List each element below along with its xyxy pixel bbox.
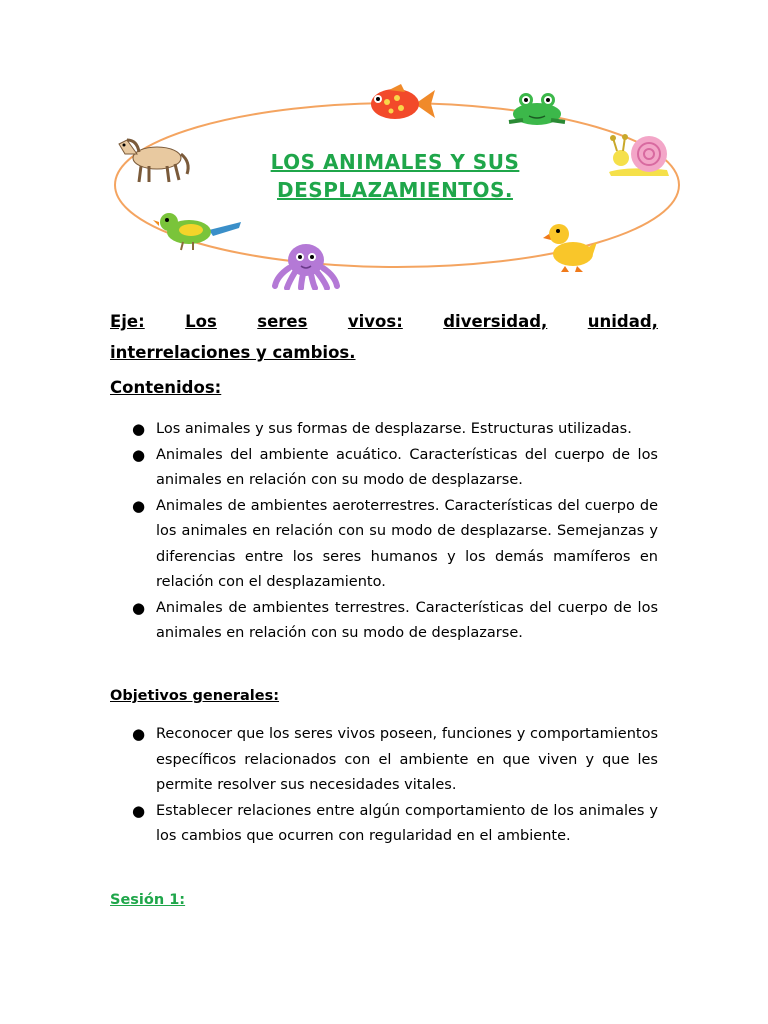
eje-line-1 (110, 306, 658, 337)
title-banner (105, 80, 705, 290)
fish-icon (367, 84, 437, 124)
eje-word: seres (257, 312, 308, 331)
eje-word: Eje: (110, 312, 145, 331)
eje-line-2: interrelaciones y cambios. (110, 343, 356, 362)
list-item: ● Animales de ambientes aeroterrestres. Características del cuerpo de los animales en relación con su modo de desplazarse. Semejanzas y diferencias entre los seres humanos y los demás mamíferos en relación con el desplazamiento. (130, 494, 658, 596)
frog-icon (505, 90, 569, 128)
sesion-heading: Sesión 1: (110, 892, 186, 908)
eje-paragraph (110, 306, 658, 368)
title-line-2: DESPLAZAMIENTOS. (277, 178, 513, 202)
contenidos-list (130, 417, 658, 647)
list-item: ● Reconocer que los seres vivos poseen, funciones y comportamientos específicos relacionados con el ambiente en que viven y que les permite resolver sus necesidades vitales. (130, 722, 658, 799)
eje-word: Los (185, 312, 217, 331)
list-item: ● Establecer relaciones entre algún comportamiento de los animales y los cambios que ocurren con regularidad en el ambiente. (130, 799, 658, 850)
list-item: ● Animales de ambientes terrestres. Características del cuerpo de los animales en relación con su modo de desplazarse. (130, 596, 658, 647)
eje-word: unidad, (587, 312, 658, 331)
eje-word: diversidad, (443, 312, 548, 331)
bird-icon (153, 208, 243, 252)
objetivos-list (130, 722, 658, 850)
title-line-1: LOS ANIMALES Y SUS (270, 150, 520, 174)
duck-icon (543, 220, 599, 274)
list-item: ● Los animales y sus formas de desplazarse. Estructuras utilizadas. (130, 417, 658, 443)
document-title (105, 148, 685, 204)
objetivos-heading: Objetivos generales: (110, 688, 280, 704)
eje-word: vivos: (347, 312, 403, 331)
contenidos-heading: Contenidos: (110, 378, 222, 397)
octopus-icon (271, 242, 341, 290)
list-item: ● Animales del ambiente acuático. Características del cuerpo de los animales en relación con su modo de desplazarse. (130, 443, 658, 494)
